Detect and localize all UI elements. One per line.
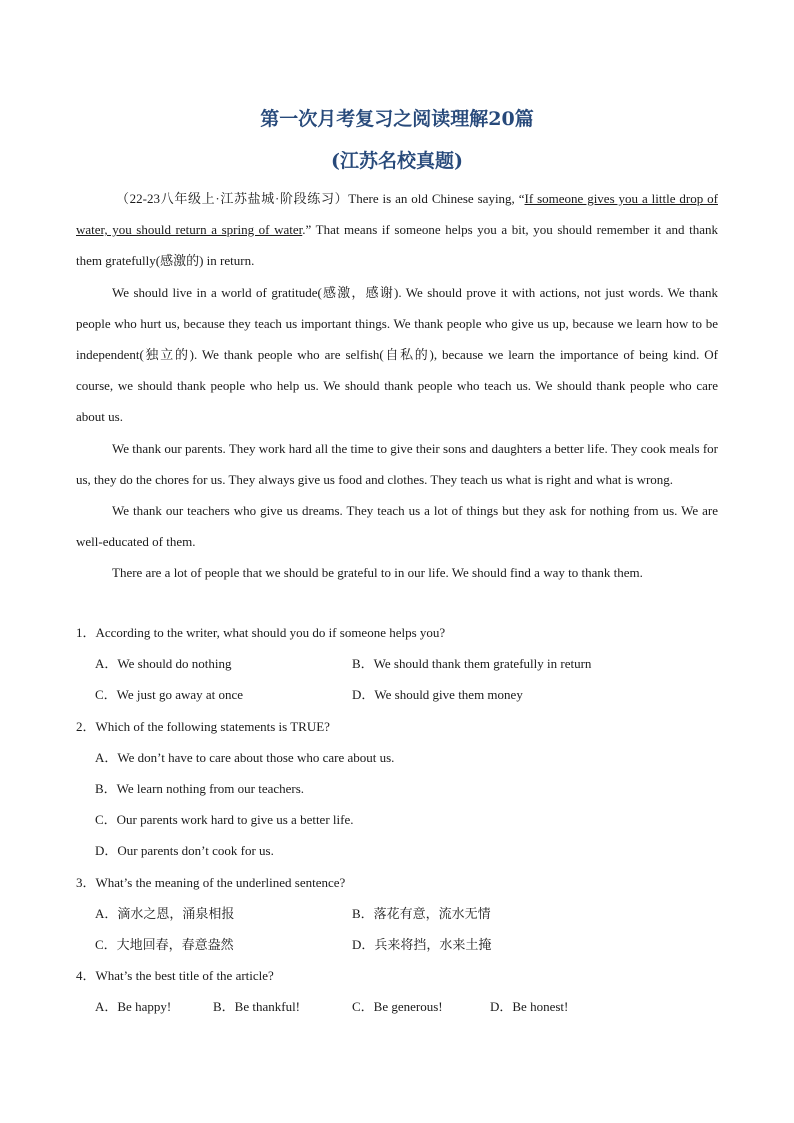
question-2 bbox=[76, 711, 718, 867]
source-note: （22-23八年级上·江苏盐城·阶段练习） bbox=[116, 191, 349, 206]
option-a[interactable]: A．We don’t have to care about those who care about us. bbox=[95, 749, 395, 765]
question-3 bbox=[76, 867, 718, 961]
option-d[interactable]: D．Our parents don’t cook for us. bbox=[95, 843, 274, 859]
passage-paragraph-1 bbox=[76, 183, 718, 277]
option-b[interactable]: B．落花有意，流水无情 bbox=[352, 905, 491, 921]
option-b[interactable]: B．We learn nothing from our teachers. bbox=[95, 781, 305, 797]
option-a[interactable]: A．Be happy! bbox=[95, 999, 172, 1015]
question-4 bbox=[76, 960, 718, 1022]
option-c[interactable]: C．大地回春，春意盎然 bbox=[95, 937, 234, 953]
option-d[interactable]: D．兵来将挡，水来土掩 bbox=[352, 937, 492, 953]
option-c[interactable]: C．We just go away at once bbox=[95, 687, 244, 703]
question-stem: 4．What’s the best title of the article? bbox=[76, 968, 274, 984]
options-row bbox=[76, 929, 718, 960]
reading-passage bbox=[76, 183, 718, 589]
option-c[interactable]: C．Be generous! bbox=[352, 999, 443, 1015]
options-row bbox=[76, 648, 718, 679]
paragraph-text: There is an old Chinese saying, “ bbox=[348, 191, 525, 206]
question-stem: 3．What’s the meaning of the underlined sentence? bbox=[76, 874, 346, 890]
option-b[interactable]: B．We should thank them gratefully in return bbox=[352, 656, 592, 672]
question-stem: 2．Which of the following statements is TRUE? bbox=[76, 718, 330, 734]
option-b[interactable]: B．Be thankful! bbox=[213, 999, 301, 1015]
page-subtitle: (江苏名校真题) bbox=[331, 150, 463, 172]
options-row bbox=[76, 679, 718, 710]
paragraph-text: .” That means if someone helps you a bit, you should remember it and thank them gratefully(感激的) in return. bbox=[76, 222, 718, 269]
question-stem: 1．According to the writer, what should you do if someone helps you? bbox=[76, 625, 446, 640]
option-a[interactable]: A．滴水之恩，涌泉相报 bbox=[95, 905, 235, 921]
passage-paragraph-2: We should live in a world of gratitude(感激，感谢). We should prove it with actions, not just words. We thank people who hurt us, because they teach us important things. We thank people who give us up, because we learn how to be independent(独立的). We thank people who are selfish(自私的), because we learn the importance of being kind. Of course, we should thank people who help us. We should thank people who teach us. We should thank people who care about us. bbox=[76, 284, 718, 425]
underlined-sentence: If someone gives you a little drop of water, you should return a spring of water bbox=[76, 191, 718, 238]
passage-paragraph-4: We thank our teachers who give us dreams. They teach us a lot of things but they ask for nothing from us. We are well-educated of them. bbox=[76, 503, 718, 550]
option-d[interactable]: D．Be honest! bbox=[490, 999, 569, 1015]
page-title: 第一次月考复习之阅读理解20篇 bbox=[260, 108, 534, 130]
option-c[interactable]: C．Our parents work hard to give us a better life. bbox=[95, 812, 354, 828]
option-d[interactable]: D．We should give them money bbox=[352, 687, 523, 703]
question-1 bbox=[76, 617, 718, 711]
passage-paragraph-5: There are a lot of people that we should be grateful to in our life. We should find a way to thank them. bbox=[112, 565, 643, 581]
options-row bbox=[76, 898, 718, 929]
question-list bbox=[76, 617, 718, 1023]
passage-paragraph-3: We thank our parents. They work hard all the time to give their sons and daughters a better life. They cook meals for us, they do the chores for us. They always give us food and clothes. They teach us what is right and what is wrong. bbox=[76, 440, 718, 487]
option-a[interactable]: A．We should do nothing bbox=[95, 656, 232, 672]
options-row bbox=[76, 991, 718, 1022]
